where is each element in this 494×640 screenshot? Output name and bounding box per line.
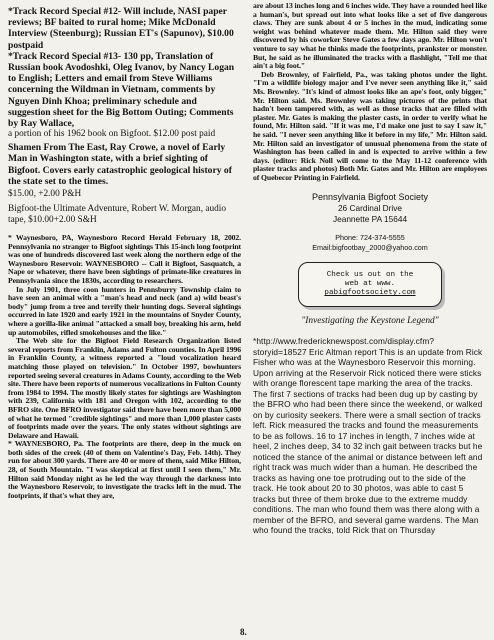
special-12-item: *Track Record Special #12- Will include, NASI paper reviews; BF baited to rural home; Mike McDonald Interview (Steenburg); Russian ET's (Sapunov), $10.00 postpaid <box>8 6 234 51</box>
article-paragraph: Deb Brownley, of Fairfield, Pa., was taking photos under the light. "I'm a wildlife biology major and I've never seen anything like it," said Ms. Brownley. "It's kind of almost looks like an ape's foot, only bigger," Mr. Hilton said. Ms. Brownley was taking pictures of the prints that hadn't been tampered with, as well as those tracks that are filled with plaster. Mr. Gates is making the plaster casts, in order to verify what he found, Mr. Hilton said. "If it was me, I'd make one just to say I saw it," he said. "I never seen anything like it before in my life," Mr. Hilton said. Mr. Hilton said an investigator of unusual phenomena from the state of Washington has been called in and is expected to arrive within a few days. (editor: Rick Noll will come to the May 11-12 conference with plaster tracks and photos) Both Mr. Gates and Mr. Hilton are employees of Quebecor Printing in Fairfield. <box>253 69 487 182</box>
booklet-price-line: a portion of his 1962 book on Bigfoot. $12.00 post paid <box>8 129 216 140</box>
article-paragraph: * WAYNESBORO, Pa. The footprints are there, deep in the muck on both sides of the creek (40 of them on Valentine's Day, Feb. 14th). They run for about 300 yards. There are 40 or more of them, said Mike Hilton, 28, of South Mountain. "I was skeptical at first until I seen them," Mr. Hilton said Monday night as he led the way through the darkness into the Waynesboro Reservoir, to investigate the tracks left in the mud. The footprints, if that's what they are, <box>8 439 241 500</box>
waynesboro-article-intro: * Waynesboro, PA, Waynesboro Record Herald February 18, 2002. Pennsylvania no stranger to Bigfoot sightings This 15-inch long footprint was one of hundreds discovered last week along the northern edge of the Waynesboro Reservoir. WAYNESBORO -- Call it Bigfoot, Sasquatch, a Nape or whatever, there have been sightings of primate-like creatures in Pennsylvania since the 1830s, according to researchers. <box>8 233 241 286</box>
web-box-line1: Check us out on the <box>326 271 414 280</box>
society-address-line1: 26 Cardinal Drive <box>337 203 403 214</box>
web-box-container <box>253 262 487 307</box>
society-tagline: "Investigating the Keystone Legend" <box>301 316 439 327</box>
web-box-line2: web at www. <box>344 280 396 289</box>
society-phone: Phone: 724-374-5555 <box>335 233 405 243</box>
website-callout-box <box>298 262 442 307</box>
article-paragraph: In July 1901, three coon hunters in Pennsburry Township claim to have seen an animal with a "man's head and neck (and a) wild beast's body" jump from a tree and terrify their hunting dogs. Several sightings occurred in late 1920 and early 1921 in the mountains of Snyder County, where a gorilla-like animal "attacked a small boy, breaking his arm, held up automobiles, rifled smokehouses and the like." <box>8 284 241 337</box>
article-paragraph: The Web site for the Bigfoot Field Research Organization listed several reports from Franklin, Adams and Fulton counties. In April 1996 in Franklin County, a witness reported a "loud vocalization heard matching those played on television." In October 1997, bowhunters reported seeing several creatures in Adams County, according to the Web site. There have been reports of numerous vocalizations in Fulton County from 1984 to 1994. The mostly likely states for sightings are Washington with 239, California with 181 and Oregon with 102, according to the BFRO site. One BFRO investigator said there have been more than 5,000 of what he termed "credible sightings" and more than 1,000 plaster casts of footprints made over the years. The only states without sightings are Delaware and Hawaii. <box>8 336 241 440</box>
website-url: pabigfootsociety.com <box>324 289 416 298</box>
article-continued: are about 13 inches long and 6 inches wide. They have a rounded heel like a human's, but spread out into what looks like a set of five dangerous claws. They are sunk about 4 or 5 inches in the mud, indicating some weight was behind whatever made them. Mr. Hilton said they were discovered by his coworker Steve Gates a few days ago. Mr. Hilton won't venture to say what he thinks made the footprints, prankster or monster. But, he said as he illuminated the tracks with a flashlight, "Tell me that ain't a big foot." <box>253 2 487 71</box>
special-13-item: *Track Record Special #13- 130 pp, Translation of Russian book Avodoshki, Oleg Ivanov, by Nancy Logan to English; Letters and email from Steve Williams concerning the Wildman in Vietnam, comments by Nguyen Dinh Khoa; preliminary schedule and suggestion sheet for the Big Bottom Outing; Comments by Ray Wallace, <box>8 50 235 130</box>
shamen-novel-item: Shamen From The East, Ray Crowe, a novel of Early Man in Washington state, with a brief sighting of Bigfoot. Covers early catastrophic geological history of the state set to the times. <box>8 142 232 187</box>
left-column <box>8 6 241 626</box>
society-name: Pennsylvania Bigfoot Society <box>311 192 429 203</box>
society-email: Email:bigfootbay_2000@yahoo.com <box>312 242 428 252</box>
altman-report-text: *http://www.fredericknewspost.com/display.cfm?storyid=18527 Eric Altman report This is an update from Rick Fisher who was at the Waynesboro Reservoir this morning. Upon arriving at the Reservoir Rick noticed there were sticks with orange florescent tape marking the area of the tracks. The first 7 sections of tracks had been dug up by casting by the BFRO who had been there since the weekend, or walked on by curiosity seekers. There were a small section of tracks left. Rick measured the tracks and found the measurements to be as follows. 16 to 17 inches in length, 7 inches wide at heel, 2 inches deep, 34 to 32 inch gait between tracks but he noticed the stance of the animal or distance between left and right track was much wider than a human. He described the tracks as having one toe protruding out to the side of the track. He took about 20 to 30 photos, was able to cast 5 tracks but three of them broke due to the extreme muddy conditions. The man who found them was there along with a member of the BFRO, and several game wardens. The Man who found the tracks, told Rick that on Thursday <box>253 336 483 536</box>
society-contact-block <box>253 192 487 252</box>
audio-tape-item: Bigfoot-the Ultimate Adventure, Robert W. Morgan, audio tape, $10.00+2.00 S&H <box>8 204 227 226</box>
page-number: 8. <box>240 627 247 637</box>
shamen-price: $15.00, +2.00 P&H <box>8 189 82 200</box>
right-column <box>253 2 487 626</box>
society-address-line2: Jeannette PA 15644 <box>332 214 408 225</box>
